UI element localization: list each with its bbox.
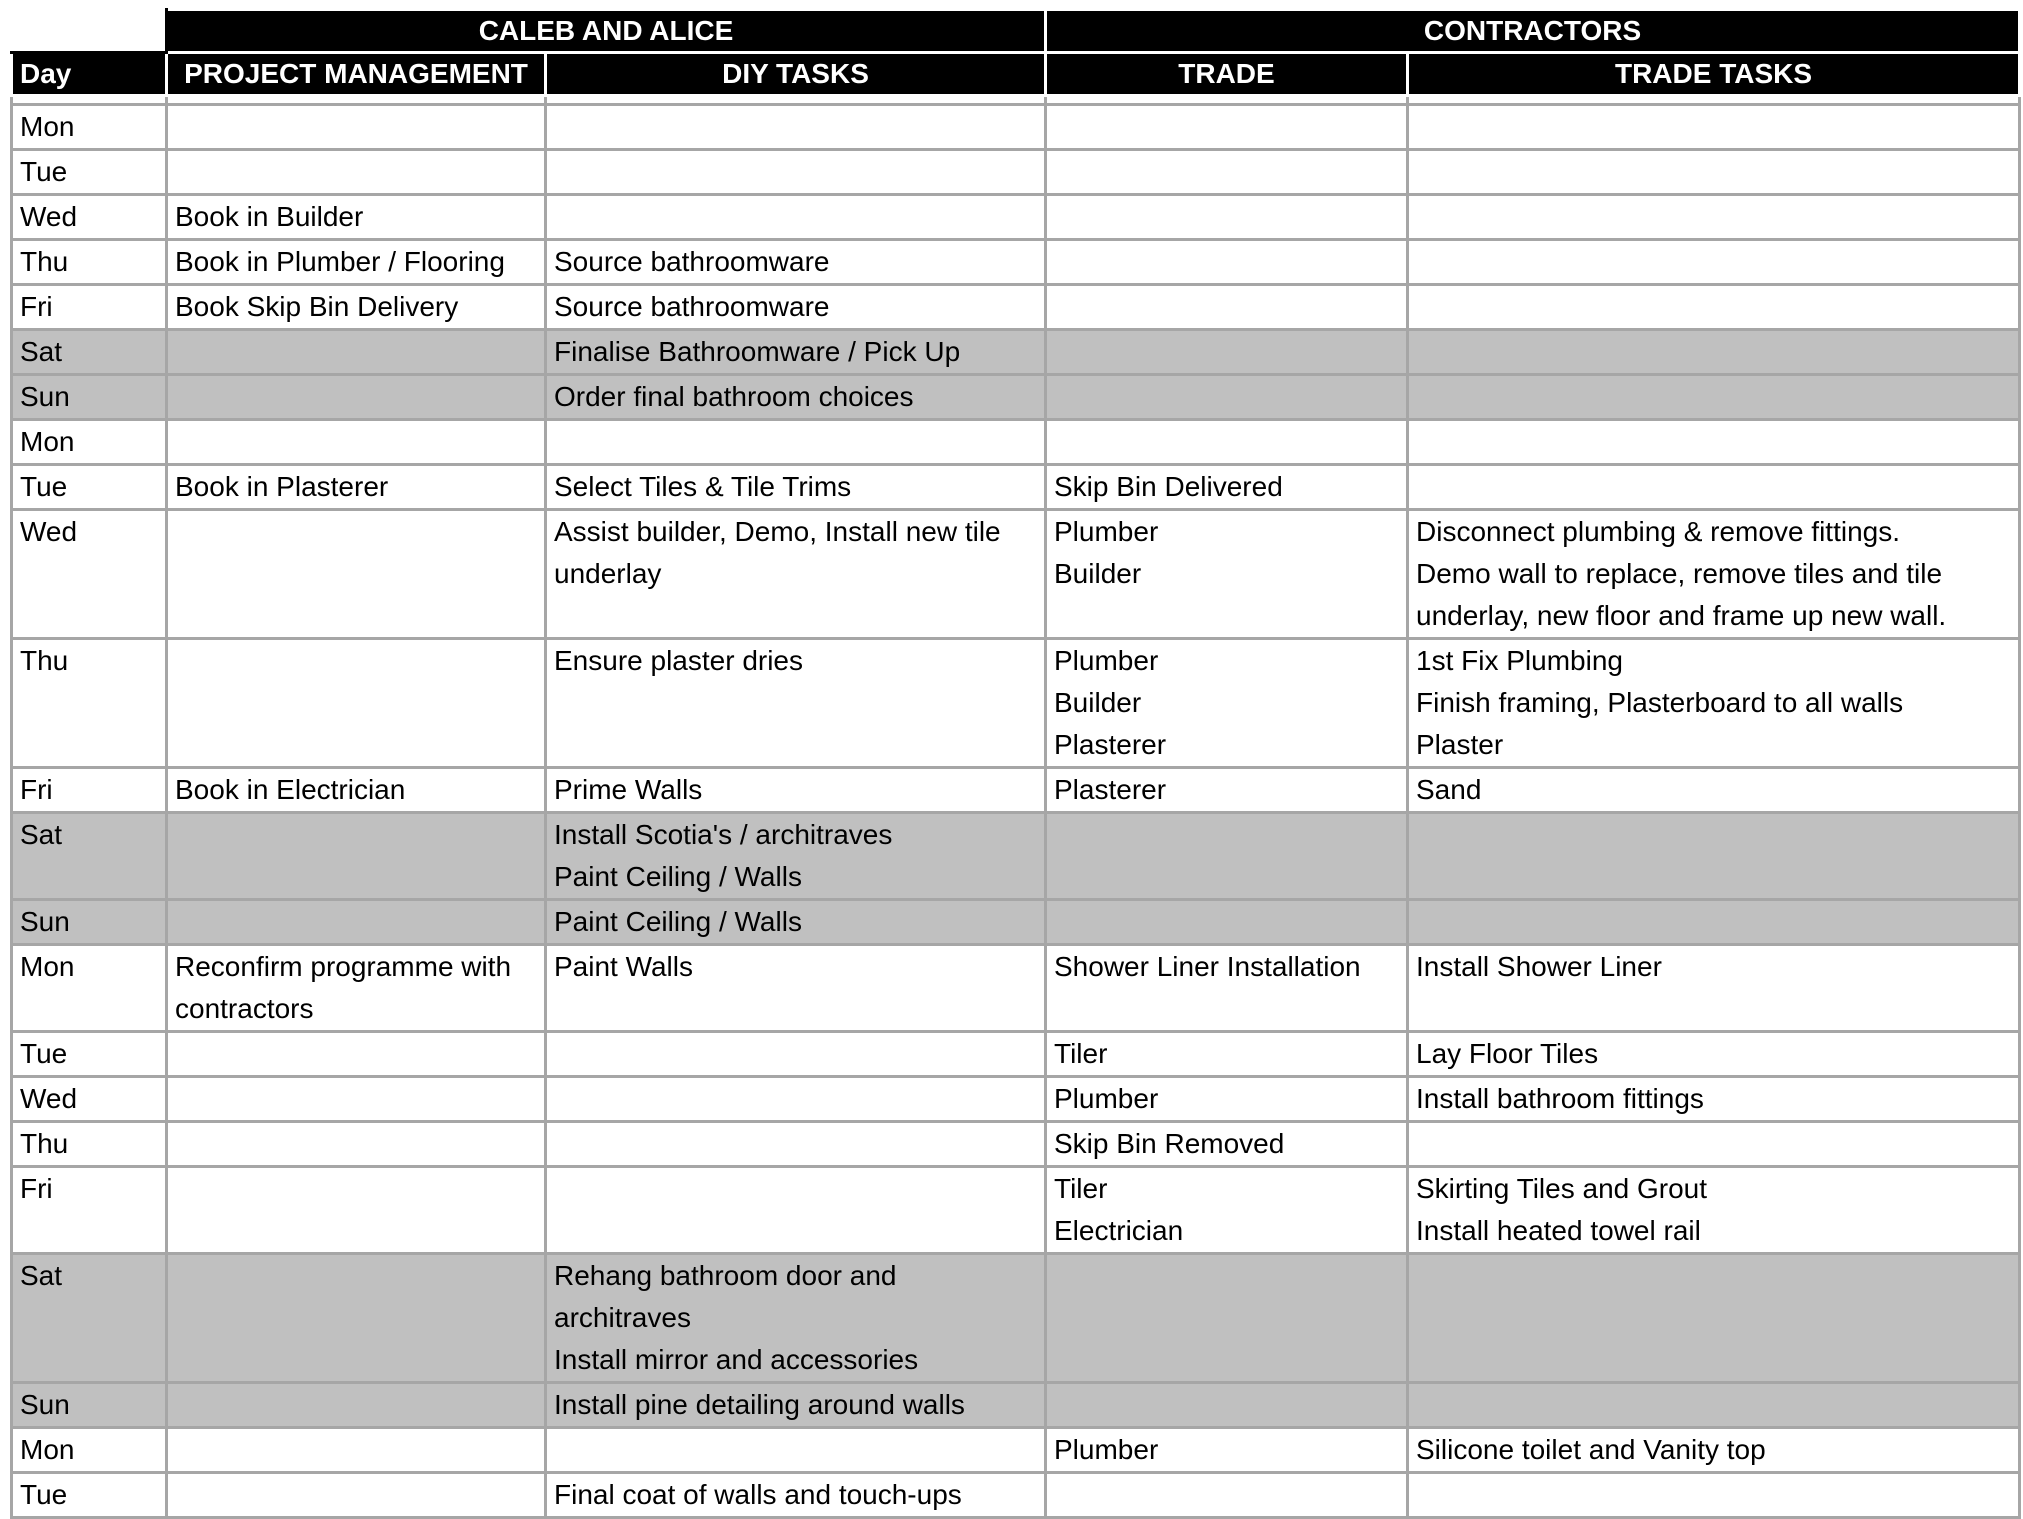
cell-project-management[interactable] (167, 1077, 546, 1122)
table-row (12, 1122, 2020, 1167)
cell-day[interactable]: Tue (12, 1032, 167, 1077)
cell-trade-tasks[interactable] (1408, 1383, 2020, 1428)
group-header-contractors: CONTRACTORS (1046, 10, 2020, 53)
cell-trade-tasks[interactable] (1408, 150, 2020, 195)
cell-project-management[interactable] (167, 330, 546, 375)
cell-trade[interactable]: Skip Bin Removed (1046, 1122, 1408, 1167)
cell-trade[interactable] (1046, 330, 1408, 375)
cell-trade-tasks[interactable] (1408, 105, 2020, 150)
table-row (12, 1254, 2020, 1383)
cell-trade-tasks[interactable] (1408, 195, 2020, 240)
table-row (12, 1032, 2020, 1077)
cell-trade-tasks[interactable] (1408, 330, 2020, 375)
cell-project-management[interactable] (167, 1383, 546, 1428)
spacer-cell (167, 96, 546, 105)
cell-trade-tasks[interactable]: 1st Fix Plumbing Finish framing, Plasterboard to all walls Plaster (1408, 639, 2020, 768)
cell-diy-tasks[interactable]: Source bathroomware (546, 240, 1046, 285)
table-row (12, 510, 2020, 639)
cell-trade[interactable] (1046, 105, 1408, 150)
cell-day[interactable]: Sat (12, 1254, 167, 1383)
cell-diy-tasks[interactable]: Prime Walls (546, 768, 1046, 813)
cell-trade[interactable] (1046, 1383, 1408, 1428)
cell-trade[interactable] (1046, 150, 1408, 195)
table-row (12, 285, 2020, 330)
cell-trade[interactable] (1046, 1473, 1408, 1518)
cell-project-management[interactable] (167, 1254, 546, 1383)
spacer-cell (1408, 96, 2020, 105)
cell-day[interactable]: Fri (12, 285, 167, 330)
cell-diy-tasks[interactable]: Finalise Bathroomware / Pick Up (546, 330, 1046, 375)
cell-trade[interactable]: Plumber Builder Plasterer (1046, 639, 1408, 768)
cell-project-management[interactable] (167, 375, 546, 420)
cell-diy-tasks[interactable] (546, 195, 1046, 240)
column-header-diy-tasks[interactable]: DIY TASKS (546, 53, 1046, 96)
cell-trade[interactable]: Tiler Electrician (1046, 1167, 1408, 1254)
cell-diy-tasks[interactable]: Assist builder, Demo, Install new tile underlay (546, 510, 1046, 639)
table-row (12, 1428, 2020, 1473)
cell-project-management[interactable]: Reconfirm programme with contractors (167, 945, 546, 1032)
cell-diy-tasks[interactable]: Ensure plaster dries (546, 639, 1046, 768)
cell-day[interactable]: Thu (12, 639, 167, 768)
cell-project-management[interactable] (167, 1122, 546, 1167)
table-row (12, 240, 2020, 285)
cell-day[interactable]: Thu (12, 1122, 167, 1167)
cell-day[interactable]: Fri (12, 768, 167, 813)
column-header-trade[interactable]: TRADE (1046, 53, 1408, 96)
cell-day[interactable]: Mon (12, 420, 167, 465)
table-row (12, 900, 2020, 945)
cell-project-management[interactable]: Book in Plumber / Flooring (167, 240, 546, 285)
cell-diy-tasks[interactable]: Paint Ceiling / Walls (546, 900, 1046, 945)
cell-diy-tasks[interactable] (546, 1077, 1046, 1122)
schedule-table (10, 8, 2021, 1519)
table-row (12, 195, 2020, 240)
cell-trade-tasks[interactable]: Install Shower Liner (1408, 945, 2020, 1032)
table-row (12, 813, 2020, 900)
cell-day[interactable]: Tue (12, 150, 167, 195)
group-header-row (12, 10, 2020, 53)
table-row (12, 768, 2020, 813)
cell-day[interactable]: Tue (12, 465, 167, 510)
cell-diy-tasks[interactable]: Paint Walls (546, 945, 1046, 1032)
cell-project-management[interactable] (167, 813, 546, 900)
cell-trade-tasks[interactable] (1408, 285, 2020, 330)
group-header-blank (12, 10, 167, 53)
cell-day[interactable]: Mon (12, 1428, 167, 1473)
table-row (12, 375, 2020, 420)
cell-diy-tasks[interactable] (546, 1032, 1046, 1077)
cell-day[interactable]: Mon (12, 105, 167, 150)
cell-day[interactable]: Sun (12, 900, 167, 945)
cell-trade[interactable] (1046, 240, 1408, 285)
table-row (12, 945, 2020, 1032)
cell-project-management[interactable] (167, 900, 546, 945)
cell-trade[interactable] (1046, 285, 1408, 330)
cell-trade[interactable]: Plumber Builder (1046, 510, 1408, 639)
cell-trade-tasks[interactable] (1408, 1473, 2020, 1518)
cell-trade-tasks[interactable] (1408, 900, 2020, 945)
cell-trade[interactable] (1046, 375, 1408, 420)
cell-trade[interactable] (1046, 420, 1408, 465)
cell-project-management[interactable] (167, 1032, 546, 1077)
cell-trade[interactable] (1046, 813, 1408, 900)
cell-diy-tasks[interactable]: Rehang bathroom door and architraves Install mirror and accessories (546, 1254, 1046, 1383)
cell-project-management[interactable] (167, 105, 546, 150)
cell-trade-tasks[interactable]: Install bathroom fittings (1408, 1077, 2020, 1122)
cell-diy-tasks[interactable]: Install pine detailing around walls (546, 1383, 1046, 1428)
cell-project-management[interactable] (167, 510, 546, 639)
cell-trade-tasks[interactable] (1408, 375, 2020, 420)
cell-project-management[interactable] (167, 1428, 546, 1473)
cell-trade[interactable]: Tiler (1046, 1032, 1408, 1077)
cell-project-management[interactable] (167, 150, 546, 195)
cell-day[interactable]: Sat (12, 330, 167, 375)
table-row (12, 1383, 2020, 1428)
cell-trade[interactable] (1046, 1254, 1408, 1383)
spacer-cell (546, 96, 1046, 105)
cell-trade-tasks[interactable] (1408, 465, 2020, 510)
cell-trade-tasks[interactable] (1408, 813, 2020, 900)
cell-diy-tasks[interactable] (546, 420, 1046, 465)
table-row (12, 420, 2020, 465)
cell-trade-tasks[interactable]: Sand (1408, 768, 2020, 813)
schedule-body (12, 105, 2020, 1518)
cell-trade-tasks[interactable]: Silicone toilet and Vanity top (1408, 1428, 2020, 1473)
cell-project-management[interactable]: Book in Builder (167, 195, 546, 240)
cell-trade-tasks[interactable]: Lay Floor Tiles (1408, 1032, 2020, 1077)
cell-trade[interactable] (1046, 195, 1408, 240)
table-row (12, 465, 2020, 510)
cell-project-management[interactable] (167, 639, 546, 768)
cell-day[interactable]: Wed (12, 1077, 167, 1122)
column-header-trade-tasks[interactable]: TRADE TASKS (1408, 53, 2020, 96)
cell-trade[interactable] (1046, 900, 1408, 945)
cell-project-management[interactable]: Book Skip Bin Delivery (167, 285, 546, 330)
cell-day[interactable]: Sun (12, 1383, 167, 1428)
table-row (12, 330, 2020, 375)
spacer-cell (1046, 96, 1408, 105)
cell-diy-tasks[interactable]: Select Tiles & Tile Trims (546, 465, 1046, 510)
cell-project-management[interactable] (167, 1473, 546, 1518)
table-row (12, 1167, 2020, 1254)
cell-trade-tasks[interactable]: Skirting Tiles and Grout Install heated towel rail (1408, 1167, 2020, 1254)
cell-diy-tasks[interactable] (546, 1428, 1046, 1473)
cell-project-management[interactable]: Book in Electrician (167, 768, 546, 813)
cell-trade[interactable]: Shower Liner Installation (1046, 945, 1408, 1032)
group-header-caleb-alice: CALEB AND ALICE (167, 10, 1046, 53)
cell-day[interactable]: Sat (12, 813, 167, 900)
cell-trade-tasks[interactable]: Disconnect plumbing & remove fittings. Demo wall to replace, remove tiles and tile underlay, new floor and frame up new wall. (1408, 510, 2020, 639)
spacer-row (12, 96, 2020, 105)
cell-trade[interactable]: Plasterer (1046, 768, 1408, 813)
cell-trade-tasks[interactable] (1408, 1122, 2020, 1167)
table-row (12, 1473, 2020, 1518)
cell-diy-tasks[interactable]: Order final bathroom choices (546, 375, 1046, 420)
cell-day[interactable]: Tue (12, 1473, 167, 1518)
cell-trade[interactable]: Skip Bin Delivered (1046, 465, 1408, 510)
column-header-day[interactable]: Day (12, 53, 167, 96)
cell-trade-tasks[interactable] (1408, 1254, 2020, 1383)
cell-diy-tasks[interactable] (546, 1122, 1046, 1167)
table-row (12, 105, 2020, 150)
table-row (12, 150, 2020, 195)
cell-diy-tasks[interactable] (546, 1167, 1046, 1254)
cell-diy-tasks[interactable]: Install Scotia's / architraves Paint Ceiling / Walls (546, 813, 1046, 900)
cell-day[interactable]: Sun (12, 375, 167, 420)
cell-day[interactable]: Thu (12, 240, 167, 285)
table-row (12, 639, 2020, 768)
cell-diy-tasks[interactable]: Source bathroomware (546, 285, 1046, 330)
cell-project-management[interactable]: Book in Plasterer (167, 465, 546, 510)
cell-day[interactable]: Wed (12, 195, 167, 240)
cell-trade-tasks[interactable] (1408, 240, 2020, 285)
cell-day[interactable]: Fri (12, 1167, 167, 1254)
column-header-project-management[interactable]: PROJECT MANAGEMENT (167, 53, 546, 96)
cell-trade[interactable]: Plumber (1046, 1077, 1408, 1122)
cell-project-management[interactable] (167, 1167, 546, 1254)
cell-day[interactable]: Wed (12, 510, 167, 639)
cell-diy-tasks[interactable]: Final coat of walls and touch-ups (546, 1473, 1046, 1518)
cell-diy-tasks[interactable] (546, 150, 1046, 195)
cell-trade-tasks[interactable] (1408, 420, 2020, 465)
cell-diy-tasks[interactable] (546, 105, 1046, 150)
cell-day[interactable]: Mon (12, 945, 167, 1032)
cell-project-management[interactable] (167, 420, 546, 465)
column-header-row (12, 53, 2020, 96)
table-row (12, 1077, 2020, 1122)
cell-trade[interactable]: Plumber (1046, 1428, 1408, 1473)
spacer-cell (12, 96, 167, 105)
